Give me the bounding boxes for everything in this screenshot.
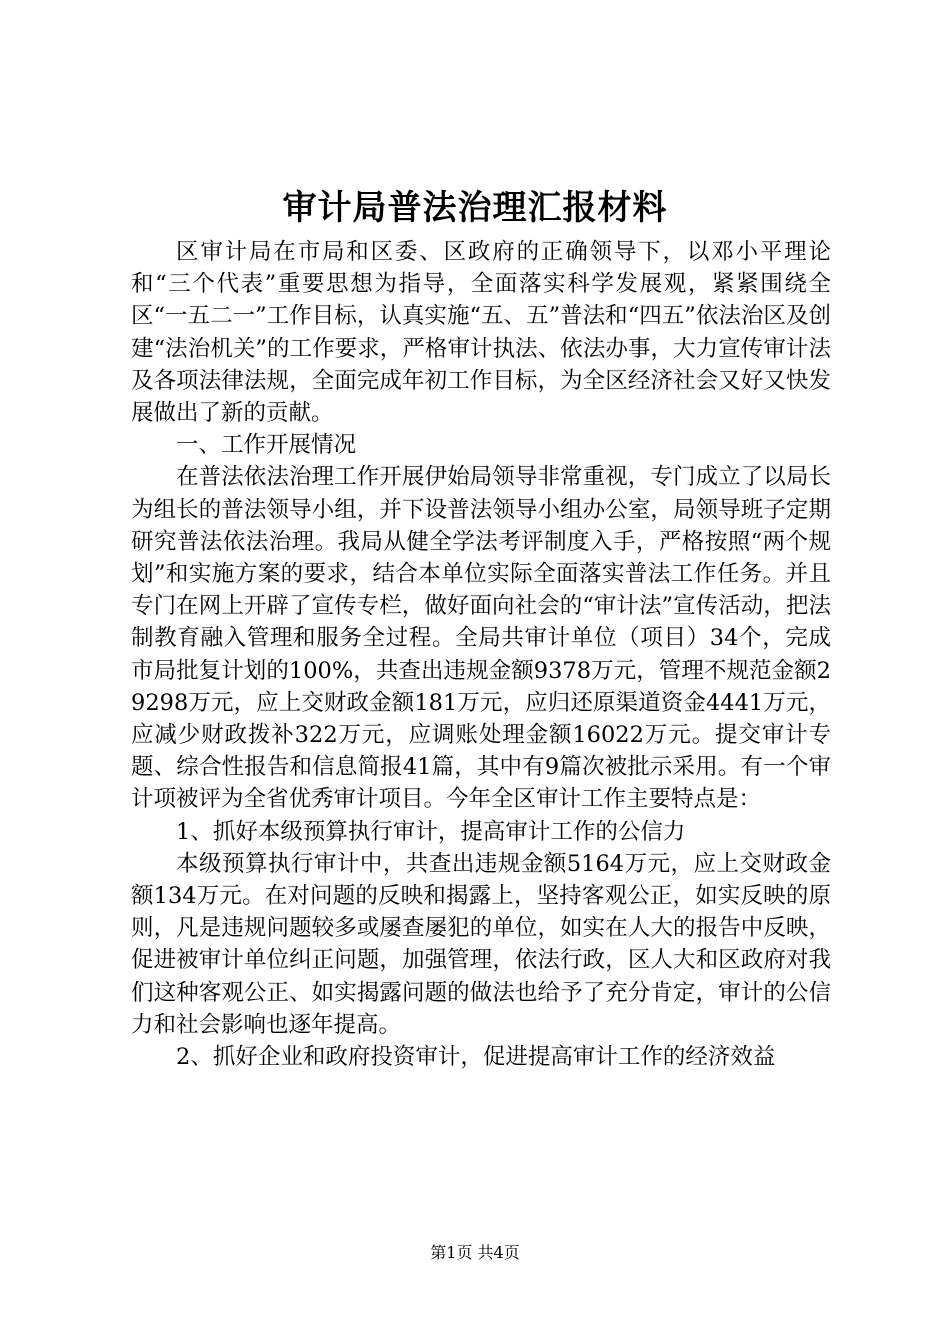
page-footer: 第1页 共4页 xyxy=(430,1243,520,1262)
budget-audit-paragraph: 本级预算执行审计中，共查出违规金额5164万元，应上交财政金额134万元。在对问题的反映和揭露上，坚持客观公正，如实反映的原则，凡是违规问题较多或屡查屡犯的单位，如实在人大的报告中反映，促进被审计单位纠正问题，加强管理，依法行政，区人大和区政府对我们这种客观公正、如实揭露问题的做法也给予了充分肯定，审计的公信力和社会影响也逐年提高。 xyxy=(131,850,831,1038)
document-title: 审计局普法治理汇报材料 xyxy=(282,188,668,228)
work-status-paragraph: 在普法依法治理工作开展伊始局领导非常重视，专门成立了以局长为组长的普法领导小组，并下设普法领导小组办公室，局领导班子定期研究普法依法治理。我局从健全学法考评制度入手，严格按照“两个规划”和实施方案的要求，结合本单位实际全面落实普法工作任务。并且专门在网上开辟了宣传专栏，做好面向社会的“审计法”宣传活动，把法制教育融入管理和服务全过程。全局共审计单位（项目）34个，完成市局批复计划的100%，共查出违规金额9378万元，管理不规范金额29298万元，应上交财政金额181万元，应归还原渠道资金4441万元，应减少财政拨补322万元，应调账处理金额16022万元。提交审计专题、综合性报告和信息简报41篇，其中有9篇次被批示采用。有一个审计项被评为全省优秀审计项目。今年全区审计工作主要特点是： xyxy=(131,464,831,813)
section-heading-work-status: 一、工作开展情况 xyxy=(176,432,357,459)
intro-paragraph: 区审计局在市局和区委、区政府的正确领导下，以邓小平理论和“三个代表”重要思想为指导，全面落实科学发展观，紧紧围绕全区“一五二一”工作目标，认真实施“五、五”普法和“四五”依法治区及创建“法治机关”的工作要求，严格审计执法、依法办事，大力宣传审计法及各项法律法规，全面完成年初工作目标，为全区经济社会又好又快发展做出了新的贡献。 xyxy=(131,239,831,427)
subheading-budget-audit: 1、抓好本级预算执行审计，提高审计工作的公信力 xyxy=(176,818,686,845)
subheading-enterprise-audit: 2、抓好企业和政府投资审计，促进提高审计工作的经济效益 xyxy=(176,1044,776,1071)
document-body xyxy=(131,236,831,1073)
